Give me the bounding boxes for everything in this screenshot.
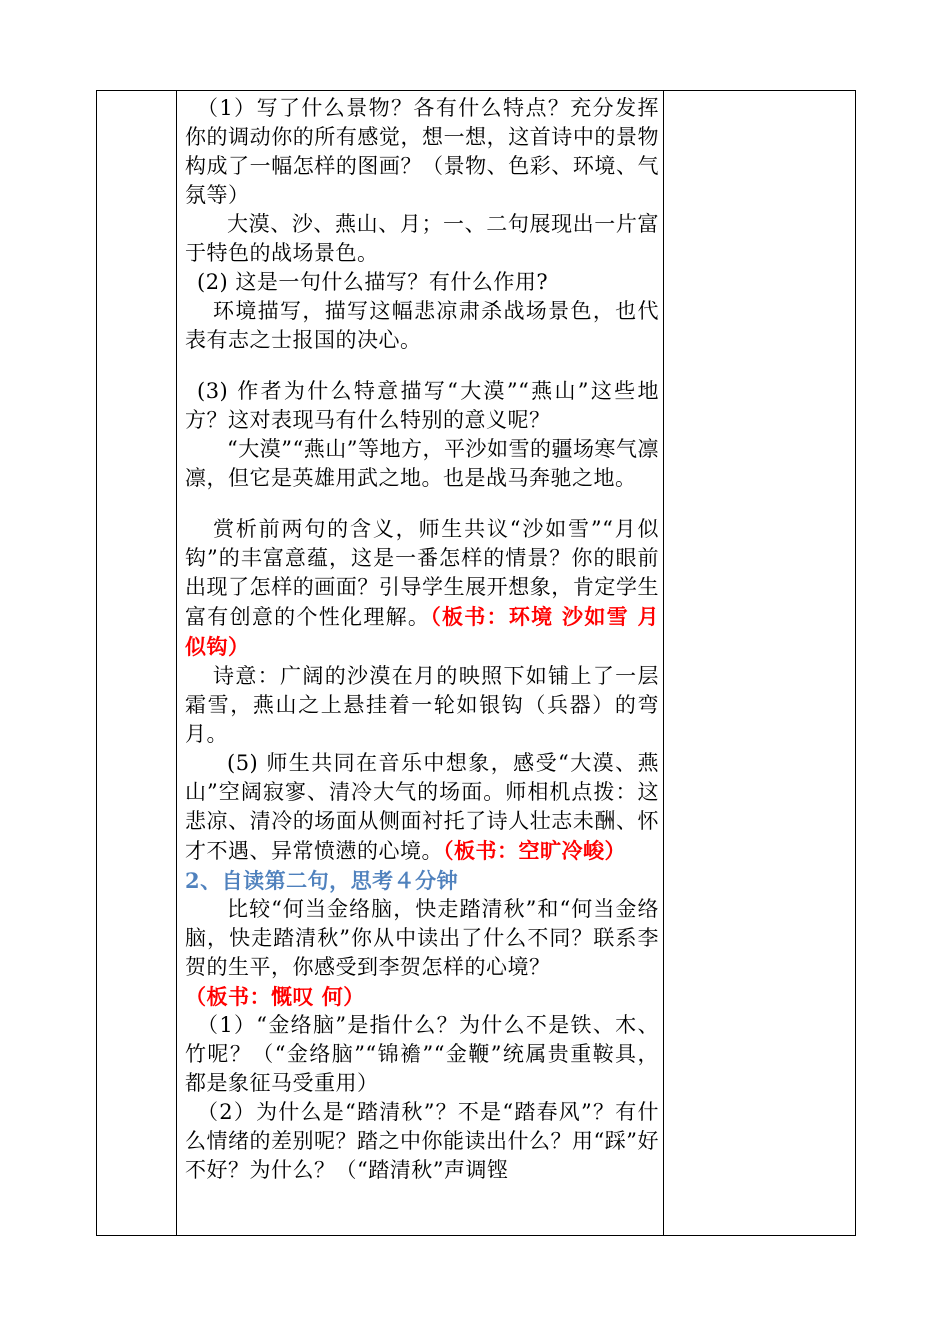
question-1: （1）写了什么景物？各有什么特点？充分发挥你的调动你的所有感觉，想一想，这首诗中的景物构成了一幅怎样的图画？（景物、色彩、环境、气氛等）	[185, 96, 659, 207]
analysis-text: 赏析前两句的含义，师生共议“沙如雪”“月似钩”的丰富意蕴，这是一番怎样的情景？你的眼前出现了怎样的画面？引导学生展开想象，肯定学生富有创意的个性化理解。	[185, 517, 659, 629]
step-5-text: (5) 师生共同在音乐中想象，感受“大漠、燕山”空阔寂寥、清冷大气的场面。师相机点拨：这悲凉、清冷的场面从侧面衬托了诗人壮志未酬、怀才不遇、异常愤懑的心境。	[185, 751, 659, 863]
board-note-environment: （板书：环境 沙如雪 月似钩）	[185, 604, 659, 659]
section-heading-2: 2、自读第二句，思考４分钟	[185, 868, 459, 893]
answer-3: “大漠”“燕山”等地方，平沙如雪的疆场寒气凛凛，但它是英雄用武之地。也是战马奔驰之地。	[185, 437, 659, 490]
lesson-content	[177, 91, 663, 1185]
board-note-spacious: （板书：空旷冷峻）	[443, 838, 626, 863]
table-row	[97, 91, 856, 1236]
board-note-sigh: （板书：慨叹 何）	[185, 984, 365, 1009]
analysis-paragraph	[185, 515, 659, 662]
compare-paragraph: 比较“何当金络脑，快走踏清秋”和“何当金络脑，快走踏清秋”你从中读出了什么不同？联系李贺的生平，你感受到李贺怎样的心境？	[185, 897, 659, 979]
content-column-cell	[177, 91, 664, 1236]
answer-2: 环境描写，描写这幅悲凉肃杀战场景色，也代表有志之士报国的决心。	[185, 299, 659, 352]
spacer	[185, 355, 659, 377]
lesson-table	[96, 90, 856, 1236]
spacer	[185, 493, 659, 515]
poem-meaning: 诗意：广阔的沙漠在月的映照下如铺上了一层霜雪，燕山之上悬挂着一轮如银钩（兵器）的弯月。	[185, 664, 659, 746]
step-5-paragraph	[185, 749, 659, 866]
left-column-cell	[97, 91, 177, 1236]
question-gold-bridle: （1）“金络脑”是指什么？为什么不是铁、木、竹呢？（“金络脑”“锦襜”“金鞭”统属贵重鞍具，都是象征马受重用）	[185, 1013, 659, 1095]
question-3: (3) 作者为什么特意描写“大漠”“燕山”这些地方？这对表现马有什么特别的意义呢？	[185, 379, 659, 432]
question-2: (2) 这是一句什么描写？有什么作用?	[197, 270, 549, 294]
question-tread-autumn: （2）为什么是“踏清秋”？不是“踏春风”？有什么情绪的差别呢？踏之中你能读出什么？用“踩”好不好？为什么？（“踏清秋”声调铿	[185, 1100, 659, 1182]
right-column-cell	[664, 91, 856, 1236]
answer-1: 大漠、沙、燕山、月；一、二句展现出一片富于特色的战场景色。	[185, 212, 659, 265]
